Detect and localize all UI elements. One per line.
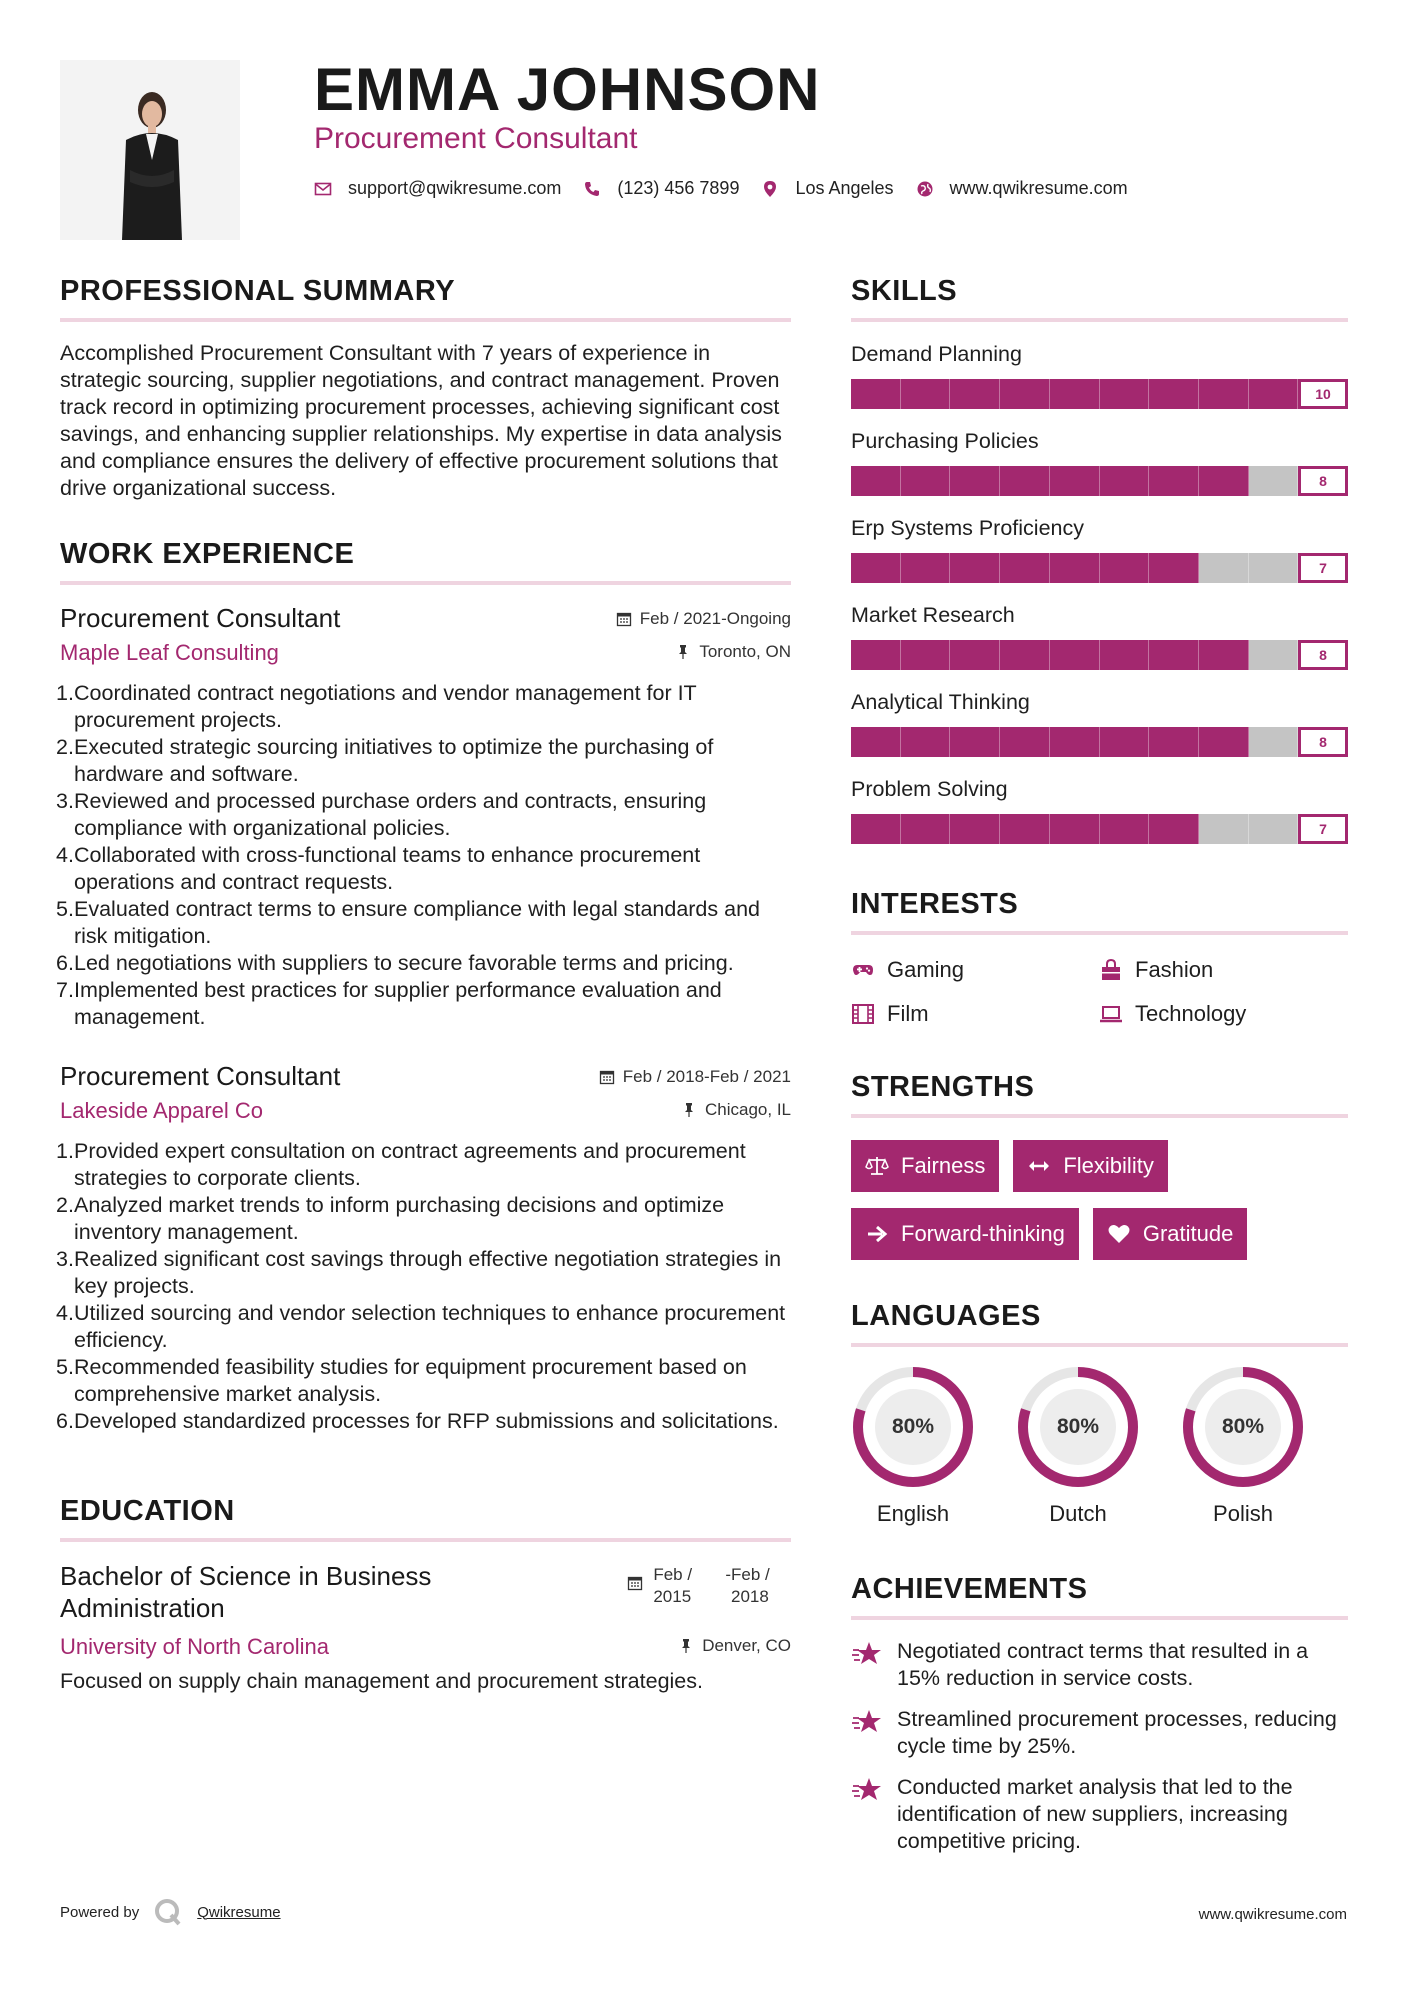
- list-item: Streamlined procurement processes, reducing cycle time by 25%.: [851, 1706, 1348, 1760]
- skill-value: 7: [1298, 553, 1348, 583]
- skill-bar: [851, 814, 1348, 844]
- education-description: Focused on supply chain management and procurement strategies.: [60, 1669, 703, 1693]
- strengths-list: [851, 1140, 1348, 1276]
- education-heading: EDUCATION: [60, 1495, 791, 1542]
- skill-name: Market Research: [851, 603, 1015, 627]
- skill-item: [851, 516, 1348, 583]
- skill-segment-empty: [1199, 814, 1249, 844]
- globe-icon: [916, 180, 934, 198]
- job-location-text: Toronto, ON: [699, 642, 791, 661]
- skill-segment-filled: [1000, 553, 1050, 583]
- job-title: Procurement Consultant: [60, 603, 341, 633]
- skill-segment-empty: [1249, 466, 1299, 496]
- education-location: [678, 1636, 791, 1656]
- language-name: Dutch: [1049, 1501, 1107, 1526]
- skill-segment-empty: [1249, 640, 1299, 670]
- education-entry: [60, 1560, 791, 1624]
- skill-segment-filled: [1199, 640, 1249, 670]
- list-item: 3. Realized significant cost savings through effective negotiation strategies in key projects.: [56, 1247, 782, 1298]
- list-item: 2. Analyzed market trends to inform purchasing decisions and optimize inventory management.: [56, 1193, 725, 1244]
- profile-photo: [60, 60, 240, 240]
- skill-segment-filled: [1100, 727, 1150, 757]
- skill-item: [851, 777, 1348, 844]
- list-item: Negotiated contract terms that resulted in a 15% reduction in service costs.: [851, 1638, 1348, 1692]
- list-item: 6. Developed standardized processes for RFP submissions and solicitations.: [56, 1409, 779, 1433]
- education-dates: [627, 1564, 791, 1624]
- right-column: [851, 275, 1348, 1869]
- language-name: Polish: [1213, 1501, 1273, 1526]
- qwikresume-logo-icon: [153, 1897, 183, 1927]
- skill-segment-filled: [1149, 640, 1199, 670]
- strength-chip: Fairness: [851, 1140, 999, 1192]
- company-name: Maple Leaf Consulting: [60, 640, 279, 665]
- skill-segment-filled: [851, 466, 901, 496]
- degree: Bachelor of Science in Business Administration: [60, 1561, 432, 1623]
- candidate-title: Procurement Consultant: [314, 122, 638, 155]
- skill-value: 8: [1298, 640, 1348, 670]
- film-icon: [851, 1002, 875, 1026]
- list-item: 5. Evaluated contract terms to ensure compliance with legal standards and risk mitigation.: [56, 897, 760, 948]
- language-percent: 80%: [1221, 1415, 1265, 1438]
- skill-segment-filled: [1100, 640, 1150, 670]
- skill-segment-filled: [901, 640, 951, 670]
- skill-segment-filled: [1050, 553, 1100, 583]
- skill-segment-filled: [1000, 466, 1050, 496]
- footer-powered-by: [60, 1897, 281, 1927]
- contact-website[interactable]: [916, 178, 1128, 199]
- date-separator: -: [725, 1565, 731, 1584]
- skill-name: Purchasing Policies: [851, 429, 1039, 453]
- interest-item: Film: [851, 1001, 1099, 1027]
- balance-scale-icon: [865, 1154, 889, 1178]
- skill-segment-filled: [1000, 814, 1050, 844]
- skills-list: [851, 342, 1348, 844]
- left-column: [56, 275, 791, 1695]
- footer-url[interactable]: www.qwikresume.com: [1198, 1906, 1347, 1923]
- heart-icon: [1107, 1222, 1131, 1246]
- job-location-text: Chicago, IL: [705, 1100, 791, 1119]
- summary-heading: PROFESSIONAL SUMMARY: [60, 275, 791, 322]
- calendar-icon: [599, 1069, 615, 1085]
- contact-location: [761, 178, 893, 199]
- map-marker-icon: [761, 180, 779, 198]
- skill-segment-filled: [1149, 727, 1199, 757]
- skill-segment-empty: [1249, 814, 1299, 844]
- list-item: 5. Recommended feasibility studies for equipment procurement based on comprehensive market analysis.: [56, 1355, 747, 1406]
- skill-segment-filled: [1149, 379, 1199, 409]
- skill-name: Problem Solving: [851, 777, 1008, 801]
- education-end: Feb / 2018: [731, 1565, 770, 1606]
- skill-segment-empty: [1199, 553, 1249, 583]
- pin-icon: [681, 1102, 697, 1118]
- skill-segment-filled: [1100, 553, 1150, 583]
- skill-value: 8: [1298, 727, 1348, 757]
- interests-list: [851, 957, 1348, 1027]
- job-bullets: [56, 680, 791, 1031]
- skill-bar: [851, 727, 1348, 757]
- interests-heading: INTERESTS: [851, 888, 1348, 935]
- list-item: 4. Collaborated with cross-functional teams to enhance procurement operations and contract requests.: [56, 843, 701, 894]
- skill-segment-filled: [901, 814, 951, 844]
- arrows-horizontal-icon: [1027, 1154, 1051, 1178]
- list-item: 6. Led negotiations with suppliers to secure favorable terms and pricing.: [56, 951, 734, 975]
- skill-segment-filled: [1000, 379, 1050, 409]
- job-bullets: [56, 1138, 791, 1435]
- pin-icon: [675, 644, 691, 660]
- arrow-right-icon: [865, 1222, 889, 1246]
- envelope-icon: [314, 180, 332, 198]
- list-item: Conducted market analysis that led to the identification of new suppliers, increasing competitive pricing.: [851, 1774, 1348, 1855]
- list-item: 2. Executed strategic sourcing initiatives to optimize the purchasing of hardware and software.: [56, 735, 714, 786]
- language-ring: [851, 1365, 975, 1489]
- skill-value: 8: [1298, 466, 1348, 496]
- skill-segment-empty: [1249, 727, 1299, 757]
- skill-segment-filled: [950, 379, 1000, 409]
- skill-segment-filled: [901, 379, 951, 409]
- skill-segment-filled: [1050, 727, 1100, 757]
- candidate-name: EMMA JOHNSON: [314, 56, 821, 123]
- brand-link[interactable]: Qwikresume: [197, 1903, 281, 1921]
- school-name: University of North Carolina: [60, 1634, 329, 1659]
- gamepad-icon: [851, 958, 875, 982]
- skill-segment-filled: [901, 727, 951, 757]
- skill-segment-filled: [1199, 466, 1249, 496]
- list-item: 1. Provided expert consultation on contract agreements and procurement strategies to corporate clients.: [56, 1139, 746, 1190]
- job-dates: [599, 1067, 791, 1087]
- location-text: Los Angeles: [795, 178, 894, 198]
- language-item: [1016, 1365, 1181, 1527]
- list-item: 7. Implemented best practices for supplier performance evaluation and management.: [56, 978, 722, 1029]
- skill-segment-empty: [1249, 553, 1299, 583]
- language-name: English: [876, 1501, 950, 1526]
- languages-heading: LANGUAGES: [851, 1300, 1348, 1347]
- website-text: www.qwikresume.com: [949, 178, 1128, 198]
- skill-segment-filled: [851, 727, 901, 757]
- contact-email[interactable]: [314, 178, 561, 199]
- skill-segment-filled: [901, 466, 951, 496]
- skill-bar: [851, 640, 1348, 670]
- list-item: 4. Utilized sourcing and vendor selection techniques to enhance procurement efficiency.: [56, 1301, 786, 1352]
- strengths-heading: STRENGTHS: [851, 1071, 1348, 1118]
- company-name: Lakeside Apparel Co: [60, 1098, 264, 1123]
- contact-phone[interactable]: [583, 178, 739, 199]
- skill-segment-filled: [851, 379, 901, 409]
- language-ring: [1016, 1365, 1140, 1489]
- language-item: [851, 1365, 1016, 1527]
- language-item: [1181, 1365, 1346, 1527]
- summary-text: Accomplished Procurement Consultant with 7 years of experience in strategic sourcing, supplier negotiations, and contract management. Proven track record in optimizing procurement processes, achieving significant cost savings, and enhancing supplier relationships. My expertise in data analysis and compliance ensures the delivery of effective procurement solutions that drive organizational success.: [60, 341, 782, 500]
- skill-segment-filled: [950, 814, 1000, 844]
- email-text: support@qwikresume.com: [348, 178, 562, 198]
- star-icon: [851, 1776, 883, 1804]
- language-ring: [1181, 1365, 1305, 1489]
- skill-name: Analytical Thinking: [851, 690, 1030, 714]
- interest-item: Fashion: [1099, 957, 1347, 983]
- phone-text: (123) 456 7899: [617, 178, 740, 198]
- strength-chip: Flexibility: [1013, 1140, 1167, 1192]
- skill-segment-filled: [1050, 379, 1100, 409]
- skill-segment-filled: [1149, 466, 1199, 496]
- languages-list: [851, 1365, 1348, 1527]
- interest-item: Technology: [1099, 1001, 1347, 1027]
- laptop-icon: [1099, 1002, 1123, 1026]
- skill-segment-filled: [1050, 640, 1100, 670]
- strength-chip: Gratitude: [1093, 1208, 1248, 1260]
- skill-segment-filled: [851, 814, 901, 844]
- skill-segment-filled: [1199, 379, 1249, 409]
- skill-segment-filled: [950, 553, 1000, 583]
- job-location: [681, 1100, 791, 1120]
- skill-value: 10: [1298, 379, 1348, 409]
- job-location: [675, 642, 791, 662]
- job-dates-text: Feb / 2018-Feb / 2021: [622, 1067, 791, 1086]
- skill-item: [851, 429, 1348, 496]
- job-entry: [56, 603, 791, 1031]
- education-location-text: Denver, CO: [702, 1636, 791, 1655]
- powered-by-text: Powered by: [60, 1903, 140, 1921]
- skill-item: [851, 603, 1348, 670]
- job-dates: [616, 609, 791, 629]
- skill-segment-filled: [1149, 553, 1199, 583]
- interest-item: Gaming: [851, 957, 1099, 983]
- skill-segment-filled: [1199, 727, 1249, 757]
- skill-name: Erp Systems Proficiency: [851, 516, 1084, 540]
- skill-segment-filled: [1149, 814, 1199, 844]
- skill-segment-filled: [1000, 727, 1050, 757]
- skill-segment-filled: [1249, 379, 1299, 409]
- list-item: 3. Reviewed and processed purchase orders and contracts, ensuring compliance with organizational policies.: [56, 789, 707, 840]
- skill-bar: [851, 379, 1348, 409]
- skill-segment-filled: [1050, 814, 1100, 844]
- skill-segment-filled: [950, 727, 1000, 757]
- pin-icon: [678, 1638, 694, 1654]
- skill-segment-filled: [950, 466, 1000, 496]
- education-start: Feb / 2015: [653, 1565, 693, 1606]
- experience-heading: WORK EXPERIENCE: [60, 538, 791, 585]
- skill-segment-filled: [851, 553, 901, 583]
- job-title: Procurement Consultant: [60, 1061, 341, 1091]
- shopping-bag-icon: [1099, 958, 1123, 982]
- skill-item: [851, 342, 1348, 409]
- star-icon: [851, 1708, 883, 1736]
- achievements-list: [851, 1638, 1348, 1855]
- skill-segment-filled: [851, 640, 901, 670]
- skills-heading: SKILLS: [851, 275, 1348, 322]
- calendar-icon: [627, 1575, 643, 1591]
- job-entry: [56, 1061, 791, 1435]
- skill-value: 7: [1298, 814, 1348, 844]
- skill-segment-filled: [1100, 379, 1150, 409]
- skill-name: Demand Planning: [851, 342, 1022, 366]
- skill-segment-filled: [1100, 814, 1150, 844]
- strength-chip: Forward-thinking: [851, 1208, 1079, 1260]
- skill-item: [851, 690, 1348, 757]
- achievements-heading: ACHIEVEMENTS: [851, 1573, 1348, 1620]
- language-percent: 80%: [1056, 1415, 1100, 1438]
- skill-bar: [851, 466, 1348, 496]
- contact-bar: [314, 178, 1150, 199]
- skill-segment-filled: [1100, 466, 1150, 496]
- star-icon: [851, 1640, 883, 1668]
- skill-bar: [851, 553, 1348, 583]
- skill-segment-filled: [1000, 640, 1050, 670]
- skill-segment-filled: [950, 640, 1000, 670]
- job-dates-text: Feb / 2021-Ongoing: [639, 609, 791, 628]
- list-item: 1. Coordinated contract negotiations and vendor management for IT procurement projects.: [56, 681, 697, 732]
- calendar-icon: [616, 611, 632, 627]
- language-percent: 80%: [891, 1415, 935, 1438]
- skill-segment-filled: [1050, 466, 1100, 496]
- skill-segment-filled: [901, 553, 951, 583]
- phone-icon: [583, 180, 601, 198]
